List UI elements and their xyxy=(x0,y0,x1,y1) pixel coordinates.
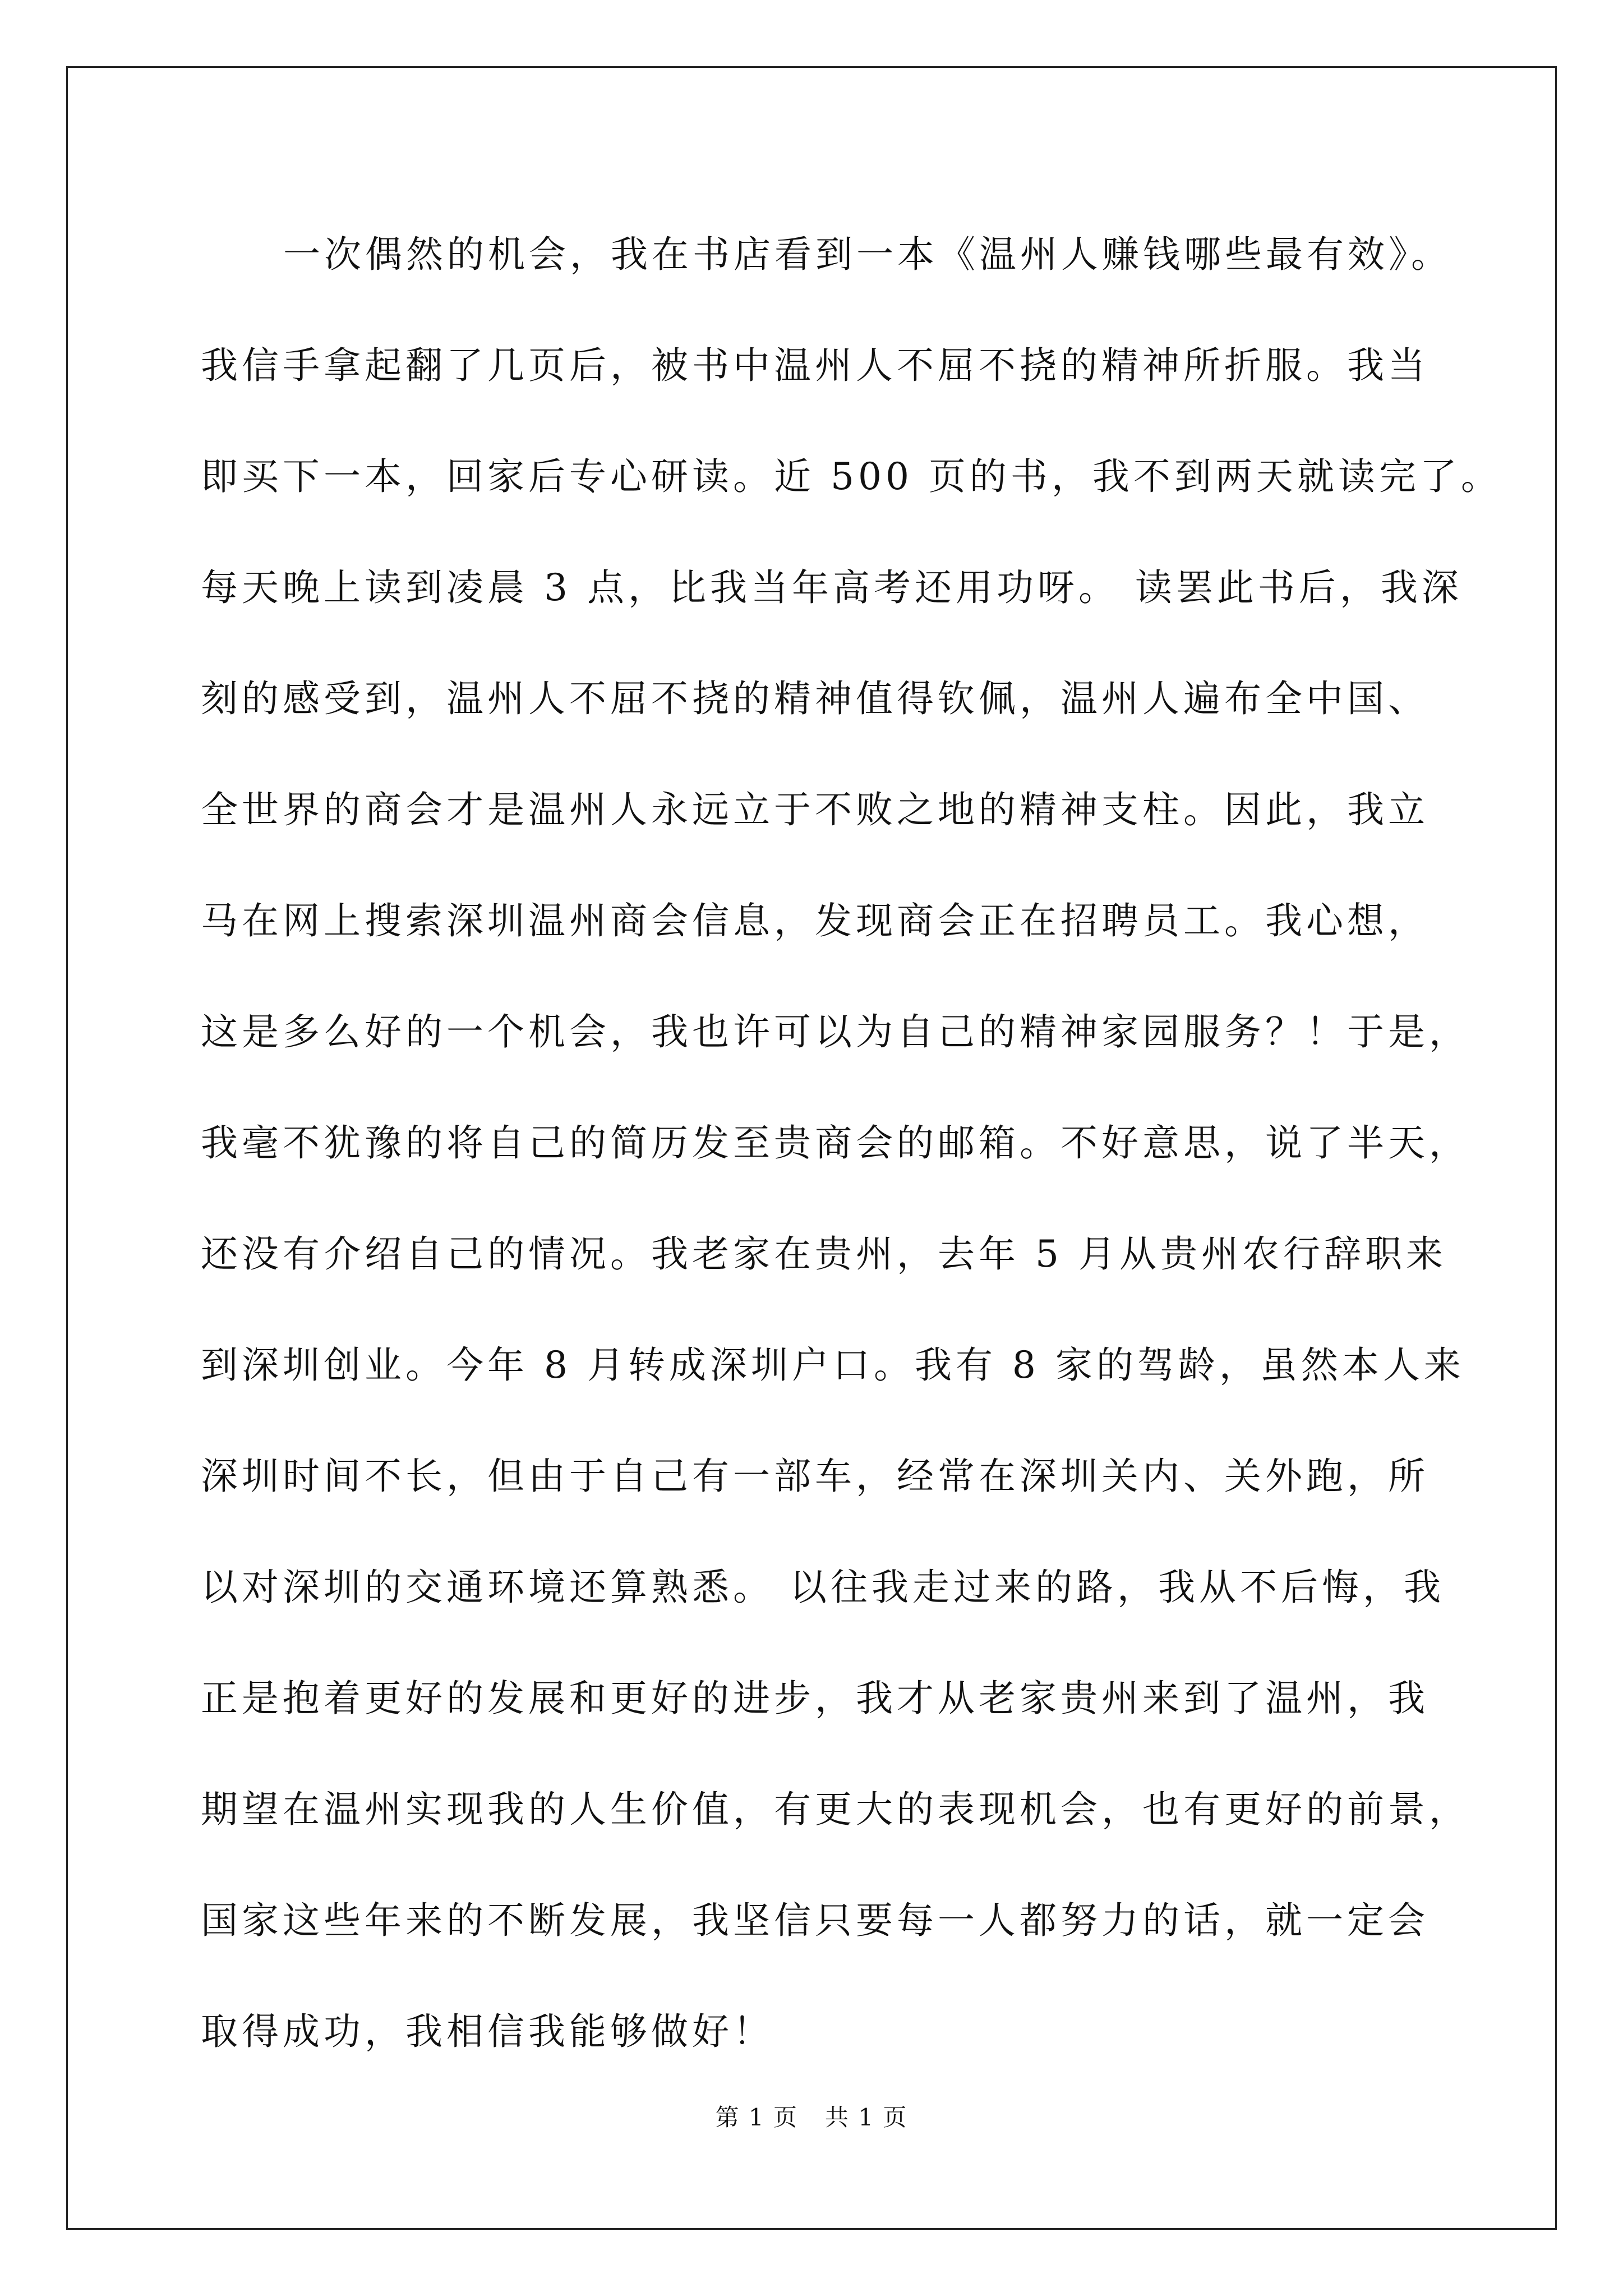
text-line-5: 刻的感受到，温州人不屈不挠的精神值得钦佩，温州人遍布全中国、 xyxy=(201,677,1429,720)
text-line-14: 正是抱着更好的发展和更好的进步，我才从老家贵州来到了温州，我 xyxy=(201,1677,1429,1720)
text-line-3: 即买下一本，回家后专心研读。近 500 页的书，我不到两天就读完了。 xyxy=(201,455,1502,498)
page-footer xyxy=(0,2101,1623,2134)
text-line-1: 一次偶然的机会，我在书店看到一本《温州人赚钱哪些最有效》。 xyxy=(283,233,1452,276)
page-number-current: 第 1 页 xyxy=(715,2104,798,2131)
page-number-total: 共 1 页 xyxy=(825,2104,908,2131)
text-line-15: 期望在温州实现我的人生价值，有更大的表现机会，也有更好的前景， xyxy=(201,1788,1470,1831)
text-line-8: 这是多么好的一个机会，我也许可以为自己的精神家园服务？！于是， xyxy=(201,1010,1470,1053)
text-line-13: 以对深圳的交通环境还算熟悉。 以往我走过来的路，我从不后悔，我 xyxy=(201,1566,1445,1609)
text-line-9: 我毫不犹豫的将自己的简历发至贵商会的邮箱。不好意思，说了半天， xyxy=(201,1121,1470,1165)
text-line-16: 国家这些年来的不断发展，我坚信只要每一人都努力的话，就一定会 xyxy=(201,1899,1429,1942)
text-line-6: 全世界的商会才是温州人永远立于不败之地的精神支柱。因此，我立 xyxy=(201,788,1429,831)
text-line-12: 深圳时间不长，但由于自己有一部车，经常在深圳关内、关外跑，所 xyxy=(201,1455,1429,1498)
text-line-10: 还没有介绍自己的情况。我老家在贵州，去年 5 月从贵州农行辞职来 xyxy=(201,1232,1447,1276)
document-body xyxy=(201,199,1502,2087)
text-line-11: 到深圳创业。今年 8 月转成深圳户口。我有 8 家的驾龄，虽然本人来 xyxy=(201,1343,1465,1387)
text-line-17: 取得成功，我相信我能够做好！ xyxy=(201,2010,774,2053)
text-line-2: 我信手拿起翻了几页后，被书中温州人不屈不挠的精神所折服。我当 xyxy=(201,344,1429,387)
text-line-4: 每天晚上读到凌晨 3 点，比我当年高考还用功呀。 读罢此书后，我深 xyxy=(201,566,1463,609)
text-line-7: 马在网上搜索深圳温州商会信息，发现商会正在招聘员工。我心想， xyxy=(201,899,1429,942)
